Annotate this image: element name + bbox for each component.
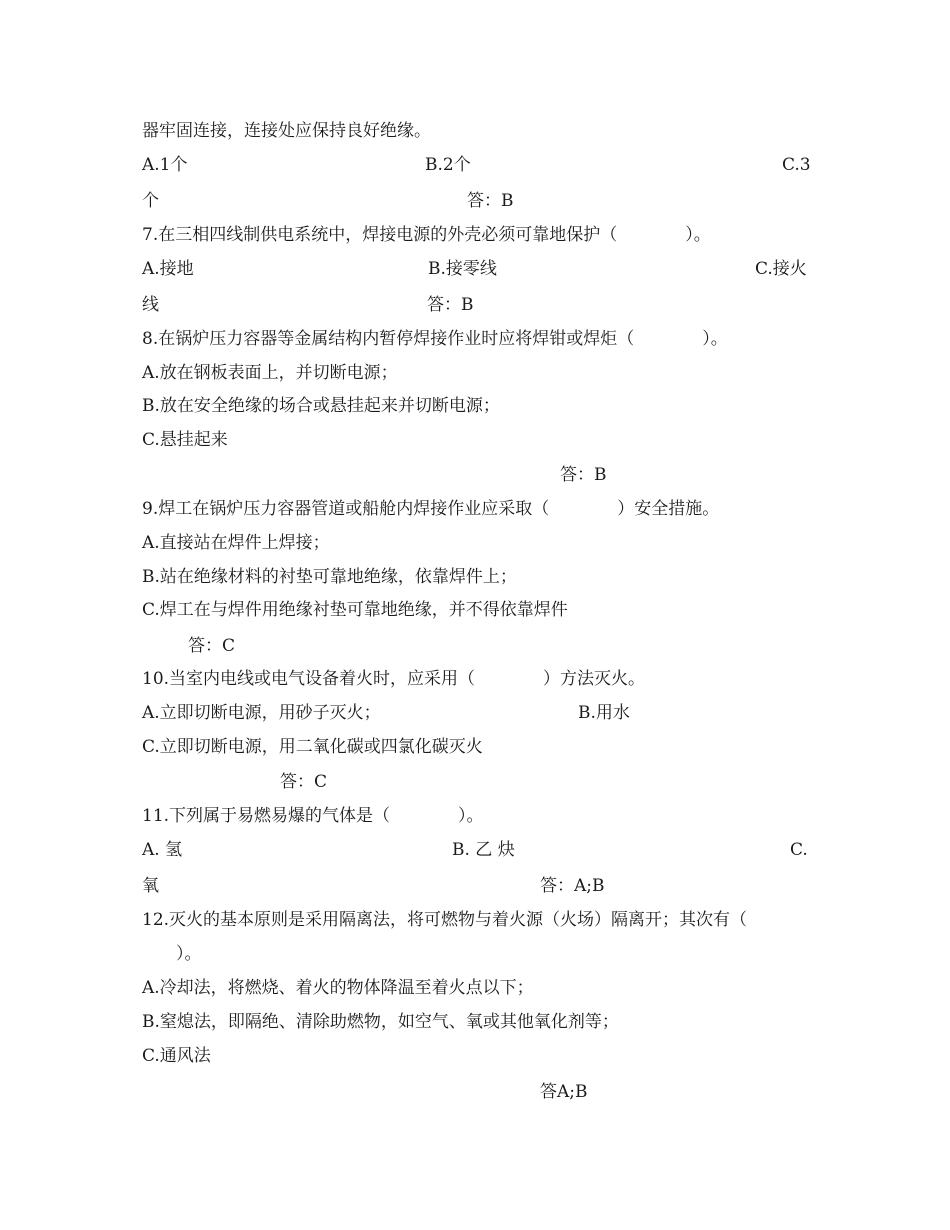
option-c: C.悬挂起来 xyxy=(142,430,228,450)
answer: 答A;B xyxy=(540,1082,588,1102)
option-a: A.1个 xyxy=(142,155,188,175)
question-10: 10.当室内电线或电气设备着火时，应采用（ ）方法灭火。 xyxy=(142,669,646,689)
answer: 答：A;B xyxy=(540,876,605,896)
option-c-wrap: 个 xyxy=(142,191,159,211)
question-12: 12.灭火的基本原则是采用隔离法，将可燃物与着火源（火场）隔离开；其次有（ xyxy=(142,910,748,930)
option-c: C.3 xyxy=(782,155,811,175)
answer: 答：C xyxy=(280,772,328,792)
option-b: B.窒熄法，即隔绝、清除助燃物，如空气、氧或其他氧化剂等； xyxy=(142,1012,619,1032)
option-c-wrap: 线 xyxy=(142,295,159,315)
option-b: B.2个 xyxy=(425,155,471,175)
option-a: A. 氢 xyxy=(142,840,183,860)
question-11: 11.下列属于易燃易爆的气体是（ ）。 xyxy=(142,806,484,826)
option-c-wrap: 氧 xyxy=(142,876,159,896)
option-c: C.接火 xyxy=(755,259,807,279)
question-8: 8.在锅炉压力容器等金属结构内暂停焊接作业时应将焊钳或焊炬（ ）。 xyxy=(142,329,728,349)
text-line: 器牢固连接，连接处应保持良好绝缘。 xyxy=(142,121,431,141)
answer: 答：C xyxy=(188,636,236,656)
answer: 答：B xyxy=(467,191,514,211)
option-b: B.用水 xyxy=(578,703,630,723)
option-a: A.立即切断电源，用砂子灭火； xyxy=(142,703,381,723)
option-c: C.通风法 xyxy=(142,1046,211,1066)
option-b: B. 乙 炔 xyxy=(452,840,515,860)
option-b: B.站在绝缘材料的衬垫可靠地绝缘，依靠焊件上； xyxy=(142,567,517,587)
answer: 答：B xyxy=(560,465,607,485)
option-c: C. xyxy=(790,840,808,860)
option-c: C.立即切断电源，用二氧化碳或四氯化碳灭火 xyxy=(142,737,483,757)
option-b: B.放在安全绝缘的场合或悬挂起来并切断电源； xyxy=(142,396,500,416)
option-a: A.接地 xyxy=(142,259,194,279)
option-b: B.接零线 xyxy=(428,259,497,279)
answer: 答：B xyxy=(427,295,474,315)
option-a: A.冷却法，将燃烧、着火的物体降温至着火点以下； xyxy=(142,978,534,998)
option-c: C.焊工在与焊件用绝缘衬垫可靠地绝缘，并不得依靠焊件 xyxy=(142,600,568,620)
question-12-wrap: ）。 xyxy=(142,944,202,964)
question-7: 7.在三相四线制供电系统中，焊接电源的外壳必须可靠地保护（ ）。 xyxy=(142,225,711,245)
question-9: 9.焊工在锅炉压力容器管道或船舱内焊接作业应采取（ ）安全措施。 xyxy=(142,499,720,519)
option-a: A.放在钢板表面上，并切断电源； xyxy=(142,363,398,383)
option-a: A.直接站在焊件上焊接； xyxy=(142,533,330,553)
